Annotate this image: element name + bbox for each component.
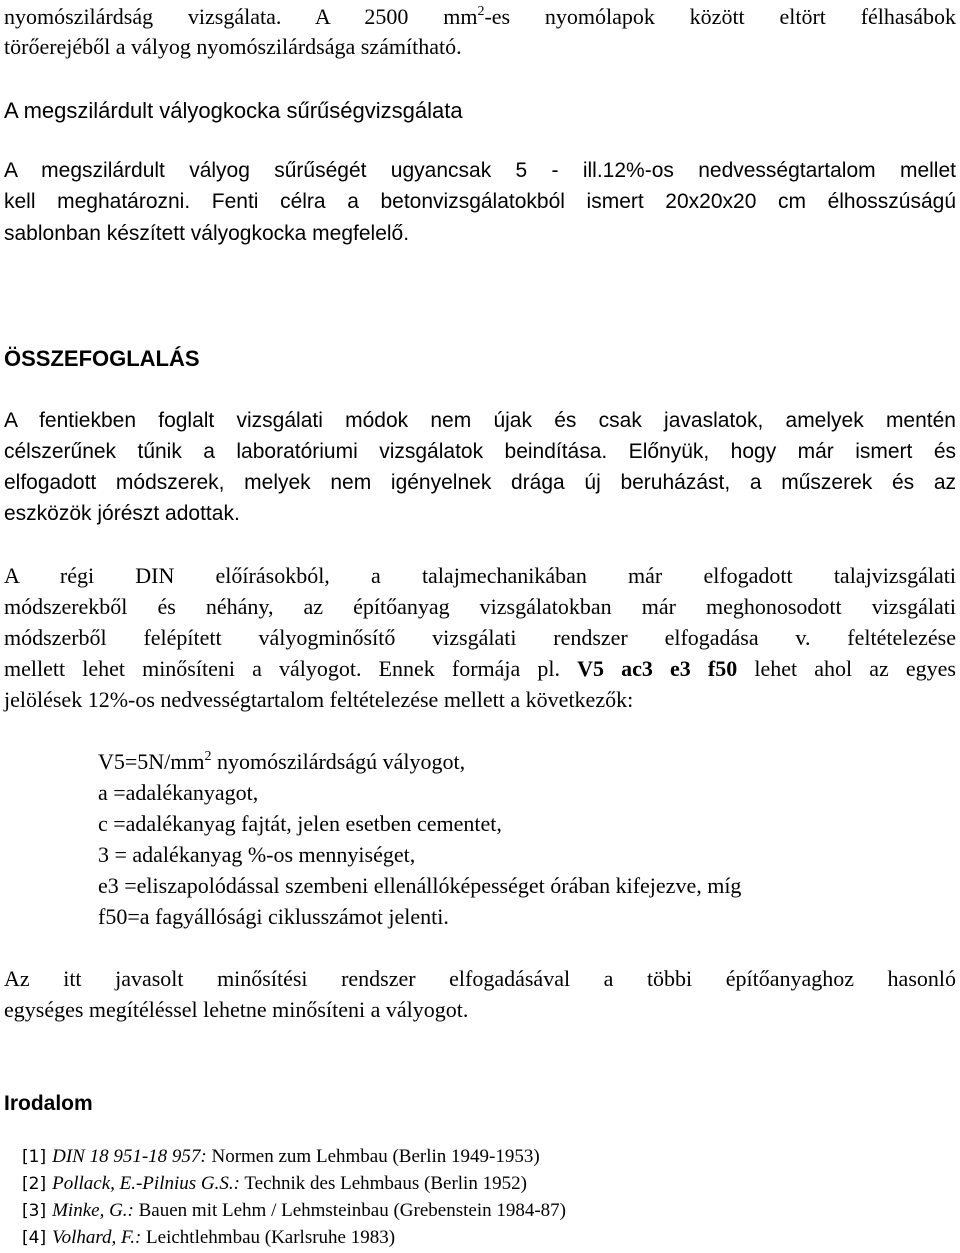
classification-code: V5 ac3 e3 f50 [577, 656, 738, 681]
section-heading: A megszilárdult vályogkocka sűrűségvizsgálata [4, 98, 463, 123]
paragraph-line: törőerejéből a vályog nyomószilárdsága számítható. [4, 34, 462, 59]
reference-author: Minke, G.: [52, 1200, 134, 1221]
reference-author: DIN 18 951-18 957: [52, 1146, 207, 1167]
definition-item: f50=a fagyállósági ciklusszámot jelenti. [98, 904, 449, 929]
definition-item: c =adalékanyag fajtát, jelen esetben cementet, [98, 811, 502, 836]
paragraph-line: célszerűnek tűnik a laboratóriumi vizsgálatok beindítása. Előnyük, hogy már ismert és [4, 440, 956, 463]
paragraph-line: elfogadott módszerek, melyek nem igényelnek drága új beruházást, a műszerek és az [4, 471, 956, 494]
paragraph-line: eszközök jórészt adottak. [4, 502, 240, 525]
reference-number: [1] [22, 1147, 47, 1167]
paragraph-line: sablonban készített vályogkocka megfelelő. [4, 222, 410, 245]
reference-title: Leichtlehmbau (Karlsruhe 1983) [141, 1227, 396, 1248]
text-span: nyomószilárdságú vályogot, [211, 749, 466, 774]
text-span: lehet ahol az egyes [737, 656, 956, 681]
definition-item: a =adalékanyagot, [98, 780, 259, 805]
paragraph-line: egységes megítéléssel lehetne minősíteni a vályogot. [4, 997, 469, 1022]
definition-item: 3 = adalékanyag %-os mennyiséget, [98, 842, 416, 867]
paragraph-line: módszerekből és néhány, az építőanyag vizsgálatokban már meghonosodott vizsgálati [4, 594, 956, 619]
paragraph-line: kell meghatározni. Fenti célra a betonvizsgálatokból ismert 20x20x20 cm élhosszúságú [4, 190, 956, 213]
reference-number: [2] [22, 1174, 47, 1194]
reference-number: [4] [22, 1228, 47, 1248]
paragraph-line: Az itt javasolt minősítési rendszer elfogadásával a többi építőanyaghoz hasonló [4, 966, 956, 991]
text-span: V5=5N/mm [98, 749, 205, 774]
reference-item [22, 1199, 566, 1223]
superscript: 2 [477, 4, 485, 19]
definition-item: e3 =eliszapolódással szembeni ellenállóképességet órában kifejezve, míg [98, 873, 742, 898]
paragraph-line: módszerből felépített vályogminősítő vizsgálati rendszer elfogadása v. feltételezése [4, 625, 956, 650]
paragraph-line [4, 4, 956, 30]
paragraph-line: A fentiekben foglalt vizsgálati módok nem újak és csak javaslatok, amelyek mentén [4, 409, 956, 432]
paragraph-line: A régi DIN előírásokból, a talajmechanikában már elfogadott talajvizsgálati [4, 563, 956, 588]
reference-item [22, 1172, 527, 1196]
reference-number: [3] [22, 1201, 47, 1221]
reference-title: Bauen mit Lehm / Lehmsteinbau (Grebenstein 1984-87) [133, 1200, 567, 1221]
reference-title: Technik des Lehmbaus (Berlin 1952) [239, 1173, 527, 1194]
reference-author: Volhard, F.: [52, 1227, 142, 1248]
paragraph-line: jelölések 12%-os nedvességtartalom feltételezése mellett a következők: [4, 687, 634, 712]
reference-author: Pollack, E.-Pilnius G.S.: [52, 1173, 240, 1194]
text-span: mellett lehet minősíteni a vályogot. Ennek formája pl. [4, 656, 578, 681]
reference-title: Normen zum Lehmbau (Berlin 1949-1953) [206, 1146, 540, 1167]
paragraph-line: A megszilárdult vályog sűrűségét ugyancsak 5 - ill.12%-os nedvességtartalom mellet [4, 159, 956, 182]
text-span: -es nyomólapok között eltört félhasábok [484, 4, 956, 29]
paragraph-line [4, 656, 956, 682]
superscript: 2 [204, 749, 212, 764]
definition-item [98, 749, 465, 775]
text-span: nyomószilárdság vizsgálata. A 2500 mm [4, 4, 478, 29]
references-heading: Irodalom [4, 1092, 93, 1115]
reference-item [22, 1145, 540, 1169]
reference-item [22, 1226, 395, 1250]
section-heading: ÖSSZEFOGLALÁS [4, 346, 200, 371]
